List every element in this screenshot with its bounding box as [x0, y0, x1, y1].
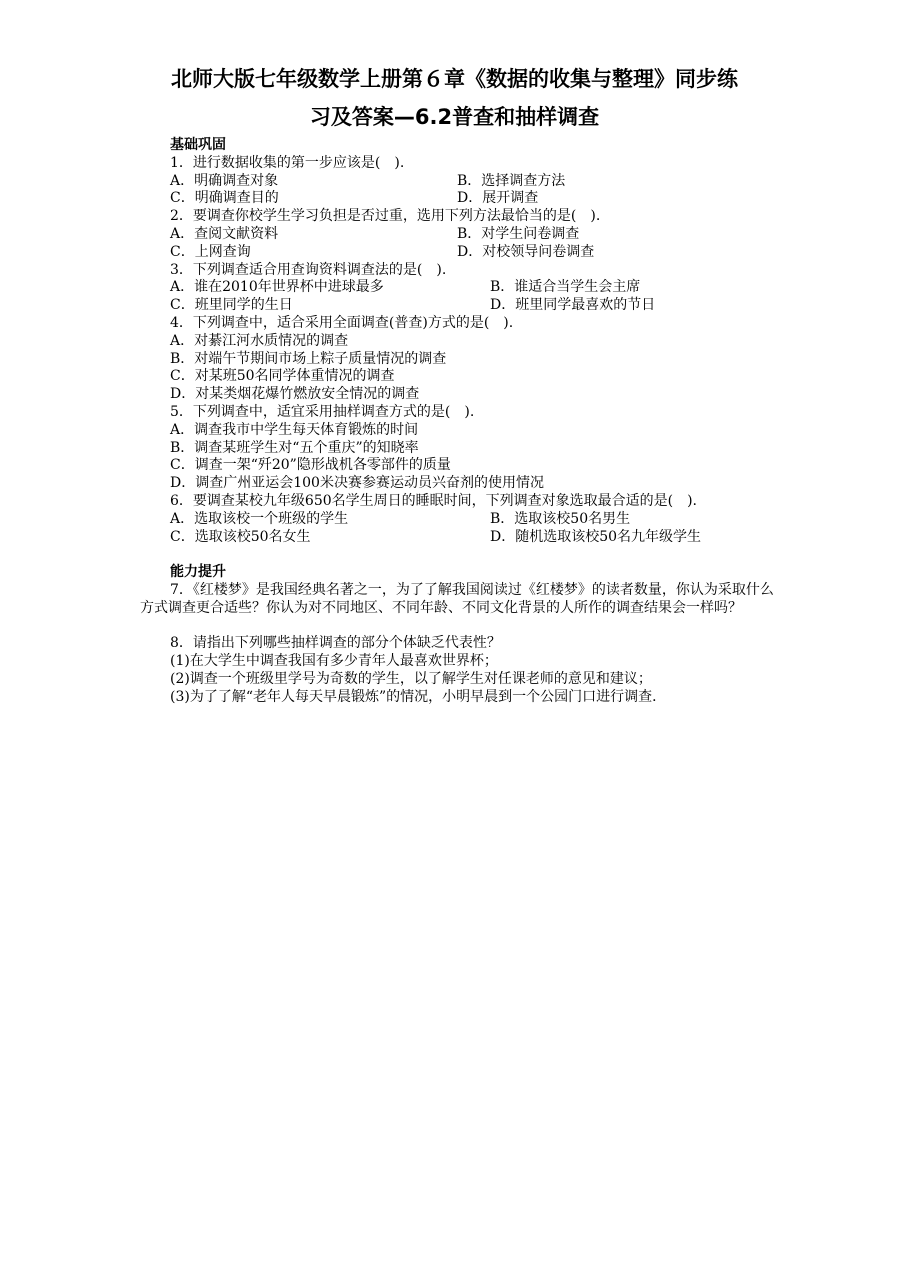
question-8-item: (2)调查一个班级里学号为奇数的学生，以了解学生对任课老师的意见和建议； — [170, 670, 652, 687]
question-1: 1．进行数据收集的第一步应该是( ). — [170, 154, 405, 171]
option: A．选取该校一个班级的学生 — [170, 510, 349, 527]
q6-options-row1 — [140, 511, 775, 529]
question-2: 2．要调查你校学生学习负担是否过重，选用下列方法最恰当的是( ). — [170, 208, 601, 225]
option: C．调查一架“歼20”隐形战机各零部件的质量 — [170, 457, 451, 474]
question-8: 8．请指出下列哪些抽样调查的部分个体缺乏代表性？ — [170, 635, 501, 652]
doc-title-line2: 习及答案—6.2普查和抽样调查 — [309, 105, 600, 129]
option: C．选取该校50名女生 — [170, 528, 311, 545]
q2-options-row2 — [140, 244, 775, 262]
q2-options-row1 — [140, 226, 775, 244]
option: D．班里同学最喜欢的节日 — [490, 297, 656, 314]
option: B．选取该校50名男生 — [490, 510, 631, 527]
section-heading-basic: 基础巩固 — [170, 137, 226, 153]
option: C．明确调查目的 — [170, 190, 279, 207]
question-3: 3．下列调查适合用查询资料调查法的是( ). — [170, 261, 447, 278]
q1-options-row1 — [140, 173, 775, 191]
option: A．查阅文献资料 — [170, 225, 279, 242]
option: D．对校领导问卷调查 — [457, 243, 595, 260]
question-7: 7．《红楼梦》是我国经典名著之一，为了了解我国阅读过《红楼梦》的读者数量，你认为采取什么方式调查更合适些？你认为对不同地区、不同年龄、不同文化背景的人所作的调查结果会一样吗？ — [140, 581, 774, 616]
option: C．对某班50名同学体重情况的调查 — [170, 368, 395, 385]
option: C．班里同学的生日 — [170, 297, 293, 314]
option: B．谁适合当学生会主席 — [490, 279, 641, 296]
option: C．上网查询 — [170, 243, 251, 260]
q1-options-row2 — [140, 190, 775, 208]
option: A．谁在2010年世界杯中进球最多 — [170, 279, 384, 296]
question-4: 4．下列调查中，适合采用全面调查(普查)方式的是( ). — [170, 314, 514, 331]
option: A．对綦江河水质情况的调查 — [170, 332, 349, 349]
option: B．对学生问卷调查 — [457, 225, 580, 242]
option: A．明确调查对象 — [170, 172, 279, 189]
doc-title-line1: 北师大版七年级数学上册第６章《数据的收集与整理》同步练 — [171, 67, 738, 91]
option: D．随机选取该校50名九年级学生 — [490, 528, 702, 545]
option: A．调查我市中学生每天体育锻炼的时间 — [170, 421, 419, 438]
question-8-item: (1)在大学生中调查我国有多少青年人最喜欢世界杯； — [170, 653, 498, 670]
q6-options-row2 — [140, 529, 775, 547]
question-5: 5．下列调查中，适宜采用抽样调查方式的是( ). — [170, 403, 475, 420]
option: B．对端午节期间市场上粽子质量情况的调查 — [170, 350, 447, 367]
q3-options-row2 — [140, 297, 775, 315]
option: D．对某类烟花爆竹燃放安全情况的调查 — [170, 386, 420, 403]
q3-options-row1 — [140, 279, 775, 297]
option: D．调查广州亚运会100米决赛参赛运动员兴奋剂的使用情况 — [170, 475, 544, 492]
question-6: 6．要调查某校九年级650名学生周日的睡眠时间，下列调查对象选取最合适的是( ). — [170, 492, 698, 509]
question-8-item: (3)为了了解“老年人每天早晨锻炼”的情况，小明早晨到一个公园门口进行调查． — [170, 688, 667, 705]
option: D．展开调查 — [457, 190, 539, 207]
option: B．调查某班学生对“五个重庆”的知晓率 — [170, 439, 419, 456]
section-heading-advanced: 能力提升 — [170, 564, 226, 581]
option: B．选择调查方法 — [457, 172, 566, 189]
doc-body — [140, 137, 775, 707]
